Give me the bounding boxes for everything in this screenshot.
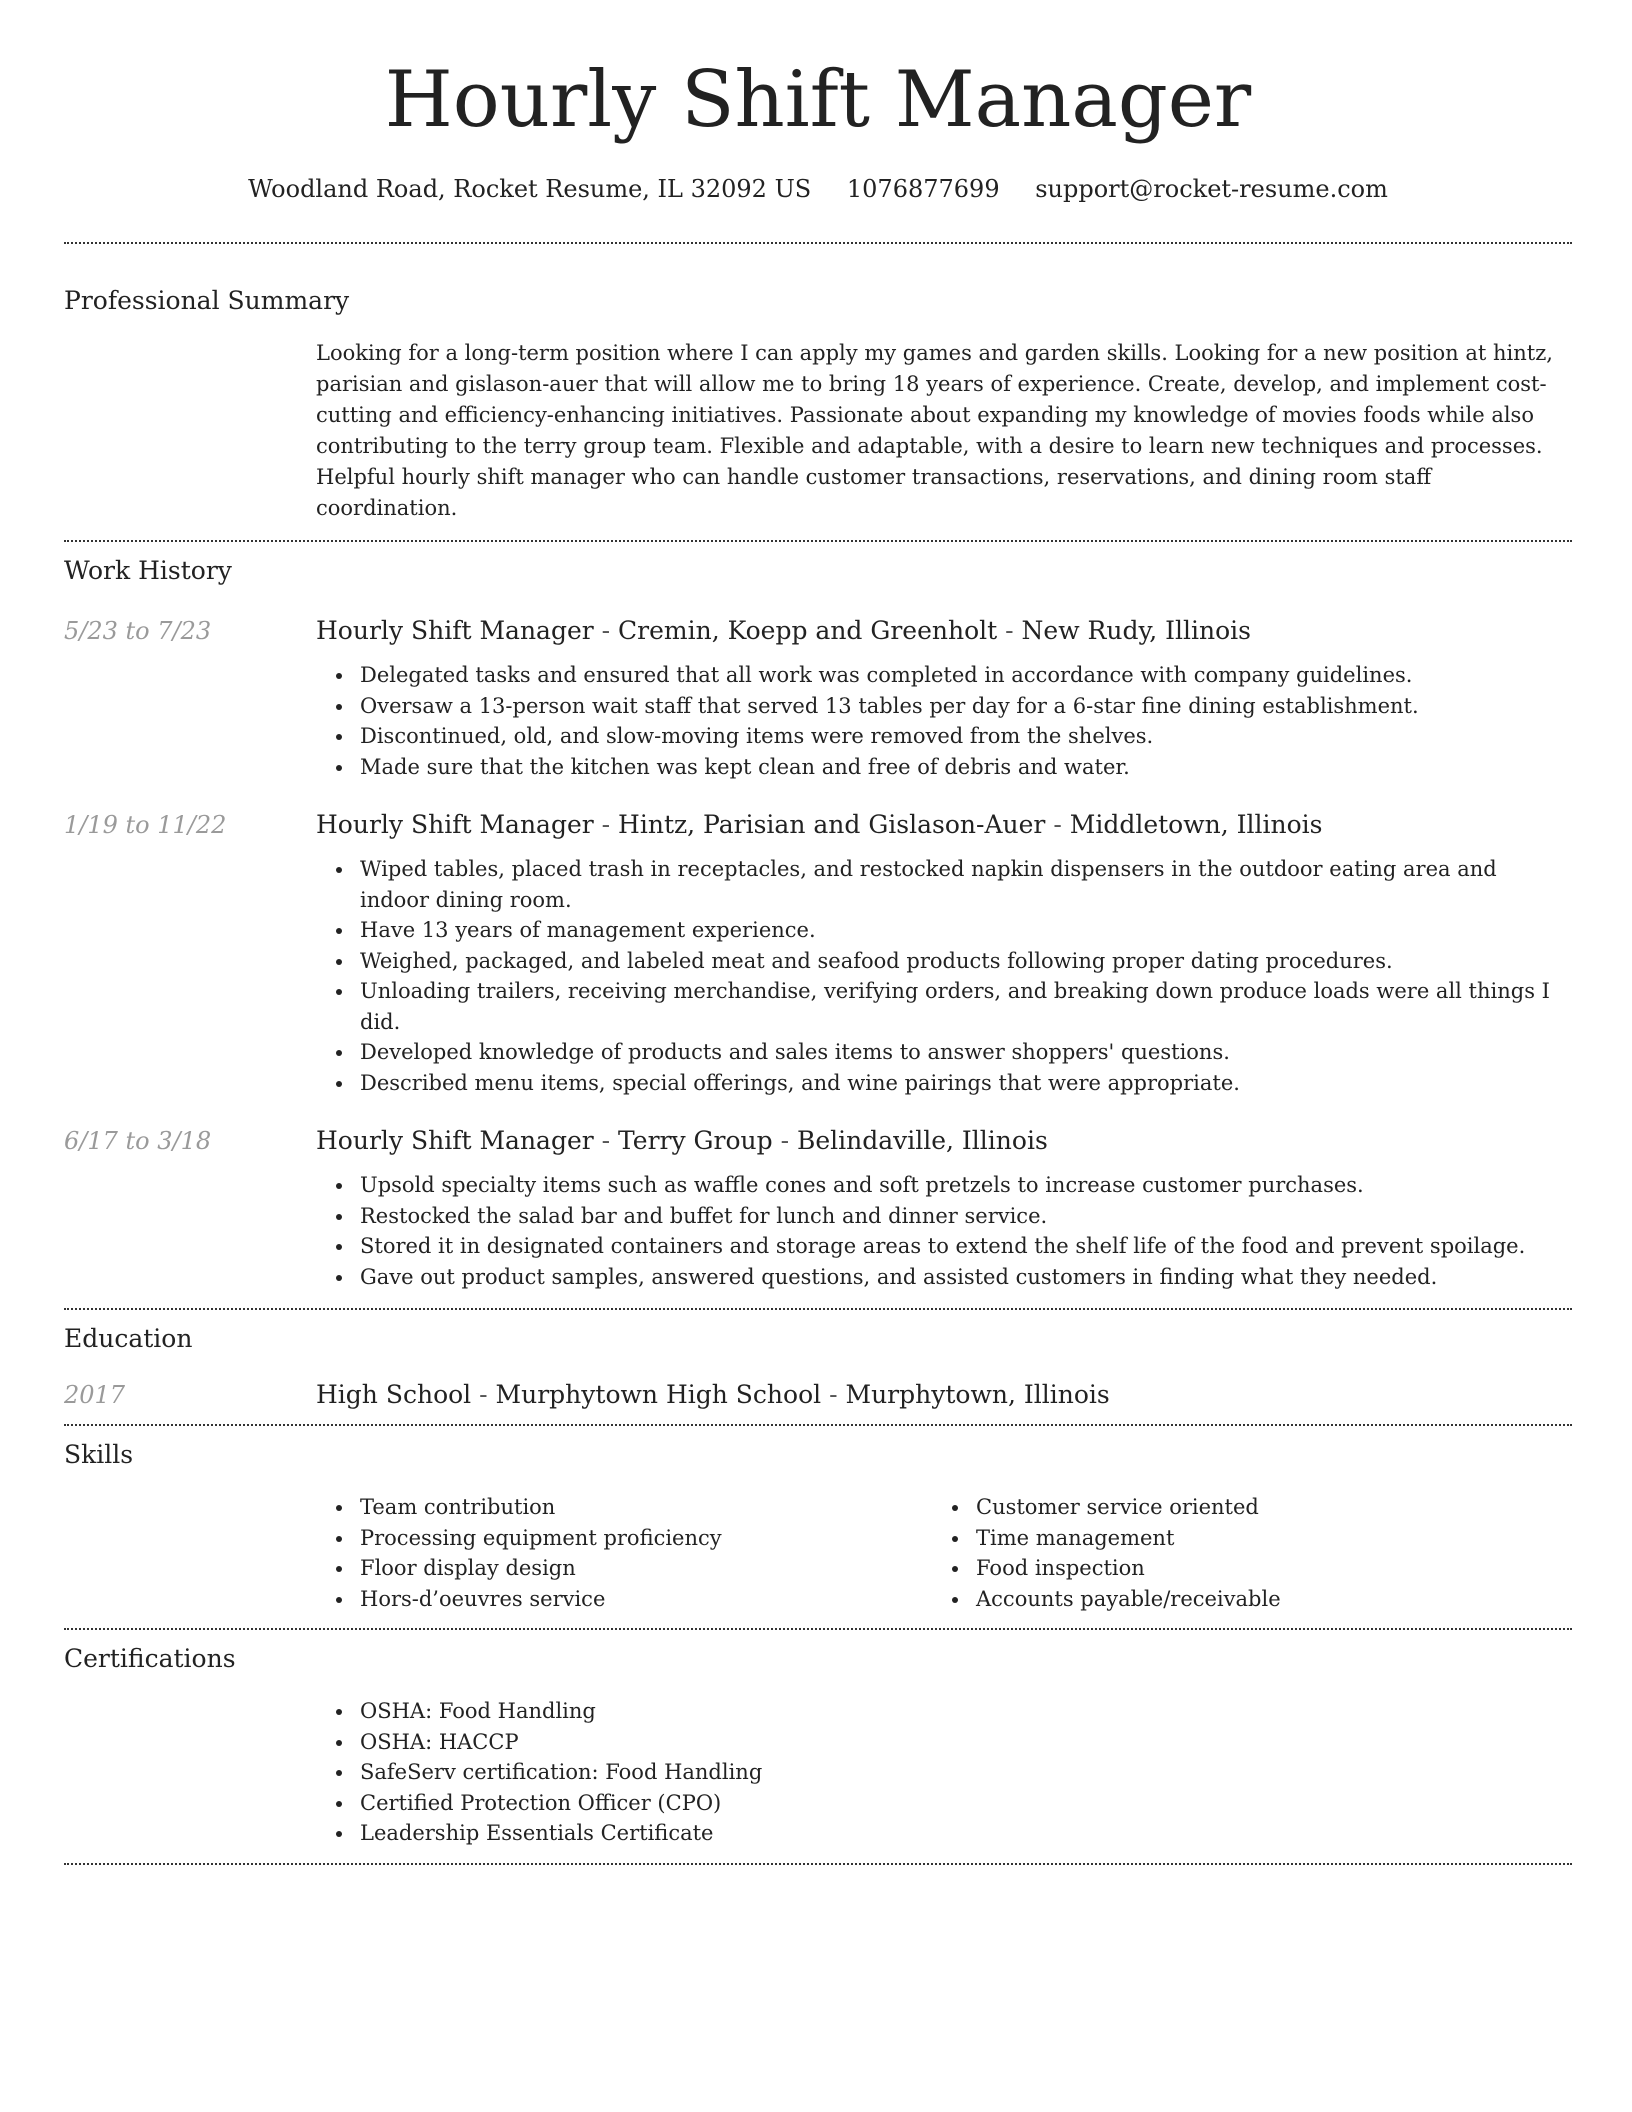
education-location: Murphytown, Illinois [845, 1380, 1110, 1409]
list-item: Accounts payable/receivable [932, 1584, 1548, 1615]
certifications-list [316, 1696, 1572, 1863]
job-role: Hourly Shift Manager [316, 810, 594, 839]
separator: - [471, 1380, 496, 1409]
job-role: Hourly Shift Manager [316, 1126, 594, 1155]
job-company: Terry Group [618, 1126, 773, 1155]
list-item: Leadership Essentials Certificate [316, 1818, 1556, 1849]
job-company: Cremin, Koepp and Greenholt [618, 616, 998, 645]
work-history-section [64, 542, 1572, 1308]
list-item: Food inspection [932, 1553, 1548, 1584]
separator: - [593, 810, 619, 839]
contact-line [64, 172, 1572, 206]
education-heading [316, 1378, 1110, 1412]
separator: - [997, 616, 1022, 645]
summary-text: Looking for a long-term position where I can apply my games and garden skills. Looking for a new position at hintz, parisian and gislason-auer that will allow me to bring 18 years of experience. Create, develop, and implement cost-cutting and efficiency-enhancing initiatives. Passionate about expanding my knowledge of movies foods while also contributing to the terry group team. Flexible and adaptable, with a desire to learn new techniques and processes. Helpful hourly shift manager who can handle customer transactions, reservations, and dining room staff coordination. [316, 341, 1553, 520]
job-heading [316, 1124, 1572, 1158]
summary-section [64, 244, 1572, 540]
separator: - [821, 1380, 846, 1409]
contact-phone: 1076877699 [846, 175, 1000, 203]
skills-left-column [316, 1492, 932, 1614]
job-location: New Rudy, Illinois [1021, 616, 1252, 645]
candidate-name: Hourly Shift Manager [384, 55, 1252, 145]
list-item: Hors-d’oeuvres service [316, 1584, 932, 1615]
job-entry [64, 808, 1572, 1098]
list-item: Described menu items, special offerings, and wine pairings that were appropriate. [316, 1068, 1556, 1099]
job-location: Middletown, Illinois [1069, 810, 1323, 839]
job-heading [316, 614, 1572, 648]
certifications-title: Certifications [64, 1644, 236, 1673]
list-item: Team contribution [316, 1492, 932, 1523]
list-item: Time management [932, 1523, 1548, 1554]
skills-grid [316, 1492, 1572, 1628]
job-dates: 6/17 to 3/18 [64, 1127, 212, 1155]
list-item: Floor display design [316, 1553, 932, 1584]
job-bullets [316, 660, 1556, 782]
job-entry [64, 1124, 1572, 1292]
list-item: Oversaw a 13-person wait staff that served 13 tables per day for a 6-star fine dining establishment. [316, 691, 1556, 722]
education-degree: High School [316, 1380, 472, 1409]
list-item: Stored it in designated containers and storage areas to extend the shelf life of the food and prevent spoilage. [316, 1231, 1556, 1262]
list-item: Have 13 years of management experience. [316, 915, 1556, 946]
contact-email: support@rocket-resume.com [1035, 175, 1388, 203]
list-item: Restocked the salad bar and buffet for lunch and dinner service. [316, 1201, 1556, 1232]
list-item: Developed knowledge of products and sales items to answer shoppers' questions. [316, 1037, 1556, 1068]
list-item: Certified Protection Officer (CPO) [316, 1788, 1556, 1819]
separator: - [593, 1126, 619, 1155]
work-history-title: Work History [64, 556, 232, 585]
job-entry [64, 614, 1572, 782]
job-heading [316, 808, 1572, 842]
list-item: Made sure that the kitchen was kept clean and free of debris and water. [316, 752, 1556, 783]
summary-title: Professional Summary [64, 286, 350, 315]
list-item: Wiped tables, placed trash in receptacles, and restocked napkin dispensers in the outdoor eating area and indoor dining room. [316, 854, 1556, 915]
list-item: OSHA: HACCP [316, 1727, 1556, 1758]
education-year: 2017 [64, 1381, 126, 1409]
resume-page [64, 0, 1572, 1865]
skills-title: Skills [64, 1440, 134, 1469]
job-bullets [316, 1170, 1556, 1292]
education-school: Murphytown High School [495, 1380, 822, 1409]
list-item: Weighed, packaged, and labeled meat and seafood products following proper dating procedures. [316, 946, 1556, 977]
skills-section [64, 1426, 1572, 1628]
job-role: Hourly Shift Manager [316, 616, 594, 645]
list-item: Customer service oriented [932, 1492, 1548, 1523]
list-item: Delegated tasks and ensured that all work was completed in accordance with company guidelines. [316, 660, 1556, 691]
separator: - [772, 1126, 797, 1155]
list-item: Gave out product samples, answered questions, and assisted customers in finding what they needed. [316, 1262, 1556, 1293]
list-item: SafeServ certification: Food Handling [316, 1757, 1556, 1788]
separator: - [1045, 810, 1070, 839]
skills-right-column [932, 1492, 1548, 1614]
list-item: Processing equipment proficiency [316, 1523, 932, 1554]
contact-address: Woodland Road, Rocket Resume, IL 32092 US [248, 175, 812, 203]
certifications-section [64, 1630, 1572, 1863]
job-dates: 1/19 to 11/22 [64, 811, 227, 839]
separator: - [593, 616, 619, 645]
job-company: Hintz, Parisian and Gislason-Auer [618, 810, 1046, 839]
list-item: OSHA: Food Handling [316, 1696, 1556, 1727]
education-title: Education [64, 1324, 193, 1353]
divider [64, 1863, 1572, 1865]
job-location: Belindaville, Illinois [796, 1126, 1048, 1155]
list-item: Unloading trailers, receiving merchandise, verifying orders, and breaking down produce loads were all things I did. [316, 976, 1556, 1037]
education-entry [64, 1378, 1572, 1424]
list-item: Discontinued, old, and slow-moving items were removed from the shelves. [316, 721, 1556, 752]
job-dates: 5/23 to 7/23 [64, 617, 212, 645]
job-bullets [316, 854, 1556, 1098]
education-section [64, 1310, 1572, 1424]
list-item: Upsold specialty items such as waffle cones and soft pretzels to increase customer purchases. [316, 1170, 1556, 1201]
